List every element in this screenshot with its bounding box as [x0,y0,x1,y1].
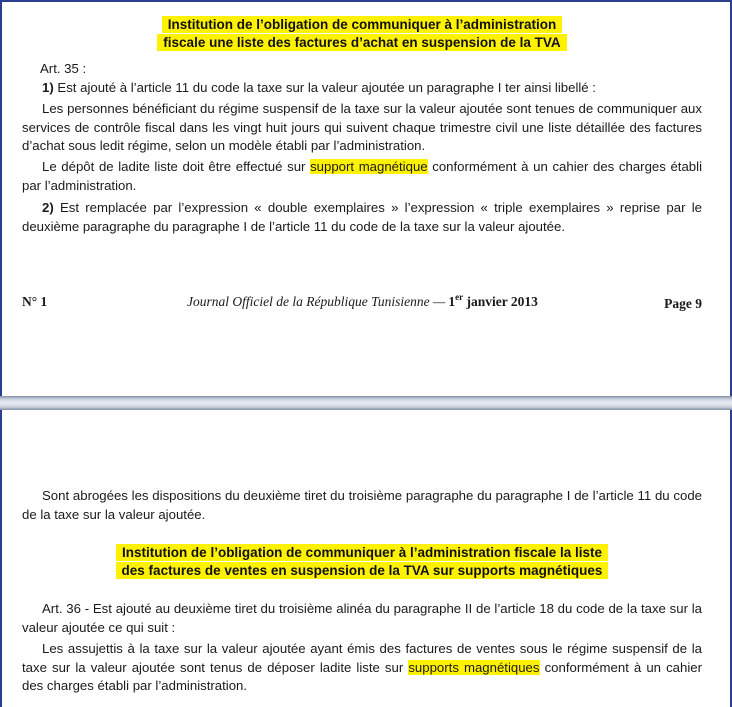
paragraph-4-number: 2) [42,200,54,215]
paragraph-1-number: 1) [42,80,54,95]
page-number: Page 9 [664,296,702,311]
paragraph-1-text: Est ajouté à l’article 11 du code la taxe sur la valeur ajoutée un paragraphe I ter ainsi libellé : [53,80,596,95]
paragraph-2: Les personnes bénéficiant du régime suspensif de la taxe sur la valeur ajoutée sont tenues de communiquer aux services de contrôle fiscal dans les vingt huit jours qui suivent chaque trimestre civil une liste détaillée des factures d’achat sous ledit régime, selon un modèle établi par l’administration. [22,101,702,154]
heading2-line-2: des factures de ventes en suspension de la TVA sur supports magnétiques [116,562,609,579]
paragraph-3-after: conformément à un cahier des charges établi par l’administration. [22,159,702,193]
paragraph-3-before: Le dépôt de ladite liste doit être effectué sur [42,159,311,174]
paragraph-4 [22,199,702,236]
article-label: Art. 35 : [40,61,87,76]
paragraph-assujettis-before: Les assujettis à la taxe sur la valeur ajoutée ayant émis des factures de ventes sous le régime suspensif de la taxe sur la valeur ajoutée sont tenus de déposer ladite liste sur [22,641,702,675]
paragraph-3 [22,158,702,195]
heading-line-1: Institution de l’obligation de communiquer à l’administration [162,16,563,33]
section-heading-art35 [22,16,702,52]
journal-title [187,294,538,310]
journal-date: 1er janvier 2013 [448,292,538,309]
paragraph-abrogation: Sont abrogées les dispositions du deuxième tiret du troisième paragraphe du paragraphe I de l’article 11 du code de la taxe sur la valeur ajoutée. [22,488,702,522]
highlight-support-magnetique: support magnétique [310,159,428,174]
paragraph-art36: Art. 36 - Est ajouté au deuxième tiret du troisième alinéa du paragraphe II de l’article 18 du code de la taxe sur la valeur ajoutée ce qui suit : [22,601,702,635]
paragraph-assujettis-after: conformément à un cahier des charges établi par l’administration. [22,659,702,694]
page-separator [0,396,732,410]
paragraph-assujettis [22,640,702,696]
highlight-supports-magnetiques: supports magnétiques [408,659,540,675]
heading-line-2: fiscale une liste des factures d’achat en suspension de la TVA [157,34,566,51]
page-footer [22,294,702,314]
paragraph-1 [22,79,702,98]
section-heading-art36 [22,544,702,580]
journal-name: Journal Officiel de la République Tunisienne — [187,294,445,309]
document-page-bottom [0,410,732,707]
paragraph-4-text: Est remplacée par l’expression « double exemplaires » l’expression « triple exemplaires » reprise par le deuxième paragraphe du paragraphe I de l’article 11 du code de la taxe sur la valeur ajoutée. [22,200,702,234]
issue-number: N° 1 [22,294,48,309]
heading2-line-1: Institution de l’obligation de communiquer à l’administration fiscale la liste [116,544,608,561]
